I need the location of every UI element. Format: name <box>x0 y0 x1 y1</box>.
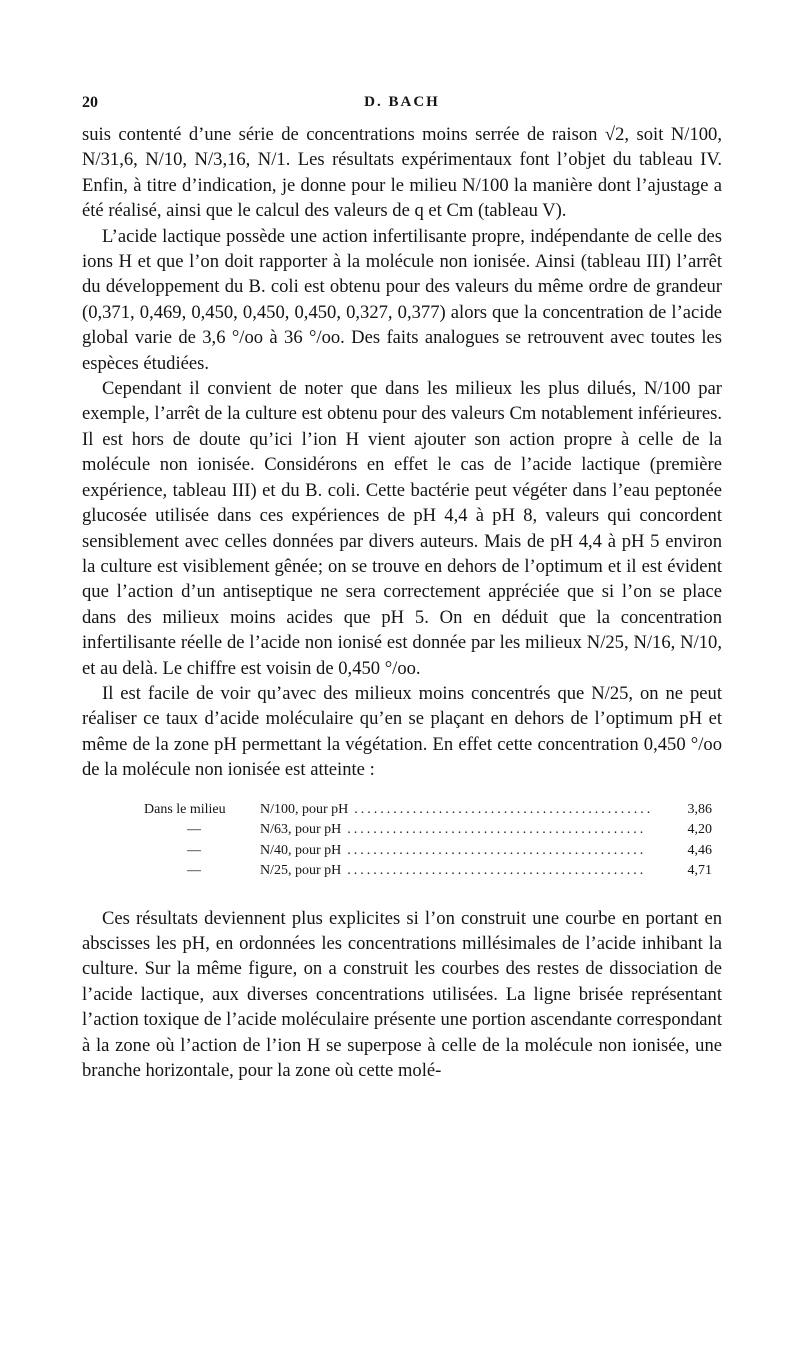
leader-dots: .............................................. <box>347 863 647 879</box>
row-value: 3,86 <box>687 801 712 817</box>
table-row <box>144 800 712 821</box>
row-lead: — <box>187 822 201 838</box>
row-desc: N/25, pour pH <box>260 863 342 879</box>
paragraph-2: L’acide lactique possède une action infertilisante propre, indépendante de celle des ions H et que l’on doit rapporter à la molécule non ionisée. Ainsi (tableau III) l’arrêt du développement du B. coli est obtenu pour des valeurs du même ordre de grandeur (0,371, 0,469, 0,450, 0,450, 0,450, 0,327, 0,377) alors que la concentration de l’acide global varie de 3,6 °/oo à 36 °/oo. Des faits analogues se retrouvent avec toutes les espèces étudiées. <box>82 225 722 374</box>
leader-dots: .............................................. <box>354 801 654 817</box>
running-head: D. BACH <box>364 94 440 110</box>
row-desc: N/40, pour pH <box>260 842 342 858</box>
table-row <box>144 861 712 882</box>
row-value: 4,46 <box>687 842 712 858</box>
paragraph-3: Cependant il convient de noter que dans les milieux les plus dilués, N/100 par exemple, l’arrêt de la culture est obtenu pour des valeurs Cm notablement inférieures. Il est hors de doute qu’ici l’ion H vient ajouter son action propre à celle de la molécule non ionisée. Considérons en effet le cas de l’acide lactique (première expérience, tableau III) et du B. coli. Cette bactérie peut végéter dans l’eau peptonée glucosée utilisée dans ces expériences de pH 4,4 à pH 8, valeurs qui concordent sensiblement avec celles données par divers auteurs. Mais de pH 4,4 à pH 5 environ la culture est visiblement gênée; on se trouve en dehors de l’optimum et il est évident que l’action d’un antiseptique ne sera correctement appréciée que si l’on se place dans des milieux moins acides que pH 5. On en déduit que la concentration infertilisante réelle de l’acide non ionisé est donnée par les milieux N/25, N/16, N/10, et au delà. Le chiffre est voisin de 0,450 °/oo. <box>82 378 722 679</box>
row-lead: Dans le milieu <box>144 801 226 817</box>
paragraph-1: suis contenté d’une série de concentrations moins serrée de raison √2, soit N/100, N/31,6, N/10, N/3,16, N/1. Les résultats expérimentaux font l’objet du tableau IV. Enfin, à titre d’indication, je donne pour le milieu N/100 la manière dont l’ajustage a été réalisé, ainsi que le calcul des valeurs de q et Cm (tableau V). <box>82 124 722 222</box>
row-desc: N/63, pour pH <box>260 822 342 838</box>
page-header <box>82 94 722 118</box>
leader-dots: .............................................. <box>347 842 647 858</box>
ph-table <box>144 800 712 882</box>
row-lead: — <box>187 842 201 858</box>
paragraph-4: Il est facile de voir qu’avec des milieux moins concentrés que N/25, on ne peut réaliser ce taux d’acide moléculaire qu’en se plaçant en dehors de l’optimum pH et même de la zone pH permettant la végétation. En effet cette concentration 0,450 °/oo de la molécule non ionisée est atteinte : <box>82 682 722 781</box>
row-value: 4,20 <box>687 822 712 838</box>
row-desc: N/100, pour pH <box>260 801 349 817</box>
row-lead: — <box>187 863 201 879</box>
page-number: 20 <box>82 94 98 111</box>
leader-dots: .............................................. <box>347 822 647 838</box>
paragraph-5: Ces résultats deviennent plus explicites si l’on construit une courbe en portant en abscisses les pH, en ordonnées les concentrations millésimales de l’acide inhibant la culture. Sur la même figure, on a construit les courbes des restes de dissociation de l’acide lactique, aux diverses concentrations utilisées. La ligne brisée représentant l’action toxique de l’acide moléculaire présente une portion ascendante correspondant à la zone où l’action de l’ion H se superpose à celle de la molécule non ionisée, une branche horizontale, pour la zone où cette molé- <box>82 907 722 1081</box>
body-text <box>82 122 722 1083</box>
table-row <box>144 820 712 841</box>
row-value: 4,71 <box>687 863 712 879</box>
table-row <box>144 841 712 862</box>
